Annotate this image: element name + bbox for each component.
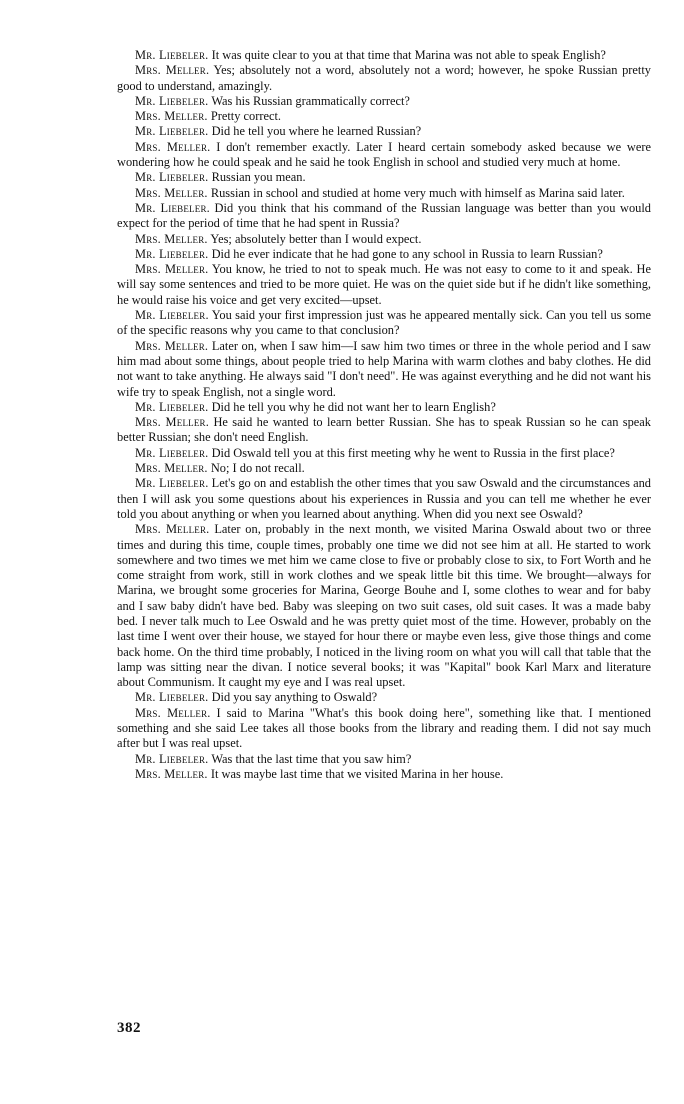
testimony-text: I said to Marina "What's this book doing here", something like that. I mentioned something and she said Lee takes all those books from the library and reading them. I did not say much after but I was real upset.: [117, 705, 651, 751]
testimony-paragraph: [117, 446, 651, 461]
testimony-text: Did he tell you why he did not want her to learn English?: [211, 399, 496, 414]
testimony-text: You know, he tried to not to speak much. He was not easy to come to it and speak. He will say some sentences and tried to be more quiet. He was on the quiet side but if he didn't like something, he would raise his voice and get very excited—upset.: [117, 262, 652, 307]
speaker-label: Mr. Liebeler.: [135, 476, 209, 491]
speaker-label: Mr. Liebeler.: [135, 93, 209, 108]
testimony-paragraph: [117, 63, 651, 94]
testimony-text: Did he ever indicate that he had gone to any school in Russia to learn Russian?: [211, 246, 603, 261]
speaker-label: Mrs. Meller.: [135, 415, 210, 430]
speaker-label: Mr. Liebeler.: [135, 751, 209, 766]
document-page: [117, 48, 651, 782]
testimony-text: Did you think that his command of the Russian language was better than you would expect for the period of time that he had spent in Russia?: [117, 200, 651, 231]
testimony-paragraph: [117, 308, 651, 339]
testimony-text: Was that the last time that you saw him?: [211, 751, 412, 766]
testimony-paragraph: [117, 170, 651, 185]
speaker-label: Mr. Liebeler.: [135, 246, 209, 261]
testimony-text: You said your first impression just was he appeared mentally sick. Can you tell us some of the specific reasons why you came to that conclusion?: [117, 308, 651, 338]
testimony-paragraph: [117, 48, 651, 63]
speaker-label: Mrs. Meller.: [135, 63, 210, 78]
testimony-paragraph: [117, 186, 651, 201]
speaker-label: Mr. Liebeler.: [135, 200, 210, 215]
speaker-label: Mr. Liebeler.: [135, 48, 209, 62]
testimony-paragraph: [117, 461, 651, 476]
speaker-label: Mrs. Meller.: [135, 338, 209, 353]
testimony-text: He said he wanted to learn better Russian. She has to speak Russian so he can speak better Russian; she don't need English.: [117, 415, 652, 445]
speaker-label: Mrs. Meller.: [135, 109, 208, 124]
testimony-text: Yes; absolutely not a word, absolutely not a word; however, he spoke Russian pretty good to understand, amazingly.: [117, 63, 652, 93]
testimony-paragraph: [117, 415, 651, 446]
testimony-text: Did you say anything to Oswald?: [211, 690, 378, 705]
speaker-label: Mrs. Meller.: [135, 766, 208, 781]
testimony-paragraph: [117, 262, 651, 308]
testimony-text: I don't remember exactly. Later I heard certain somebody asked because we were wondering how he could speak and he said he took English in school and studied very much at home.: [117, 139, 651, 170]
testimony-paragraph: [117, 140, 651, 171]
testimony-paragraph: [117, 109, 651, 124]
speaker-label: Mrs. Meller.: [135, 139, 211, 154]
testimony-text: Did he tell you where he learned Russian?: [211, 124, 422, 139]
testimony-text: It was quite clear to you at that time that Marina was not able to speak English?: [211, 48, 606, 62]
speaker-label: Mrs. Meller.: [135, 262, 209, 277]
testimony-paragraph: [117, 522, 651, 690]
testimony-paragraph: [117, 201, 651, 232]
testimony-paragraph: [117, 124, 651, 139]
speaker-label: Mr. Liebeler.: [135, 445, 209, 460]
testimony-paragraph: [117, 752, 651, 767]
speaker-label: Mr. Liebeler.: [135, 399, 209, 414]
testimony-transcript: [117, 48, 651, 782]
testimony-paragraph: [117, 706, 651, 752]
speaker-label: Mrs. Meller.: [135, 185, 208, 200]
testimony-text: Later on, probably in the next month, we visited Marina Oswald about two or three times and during this time, couple times, probably one time we did not see him at all. He started to work somewhere and two times we met him we came close to five or probably close to six, to Fort Worth and he come straight from work, still in work clothes and we speak little bit this time. We brought—always for Marina, we brought some groceries for Marina, George Bouhe and I, some clothes to wear and for baby and I saw baby didn't have bed. Baby was sleeping on two suit cases, old suit cases. It was a made baby bed. I never talk much to Lee Oswald and he was pretty quiet most of the time. However, probably on the last time I went over their house, we stayed for hour there or maybe even less, give those things and come back home. On the third time probably, I noticed in the living room on what you will call that table that the lamp was sitting near the divan. I notice several books; it was "Kapital" book Karl Marx and literature about Communism. It caught my eye and I was real upset.: [117, 522, 651, 690]
speaker-label: Mrs. Meller.: [135, 522, 210, 537]
speaker-label: Mrs. Meller.: [135, 231, 208, 246]
testimony-text: Russian you mean.: [211, 170, 306, 185]
testimony-text: Yes; absolutely better than I would expect.: [210, 231, 422, 246]
testimony-paragraph: [117, 690, 651, 705]
speaker-label: Mr. Liebeler.: [135, 308, 209, 323]
testimony-paragraph: [117, 232, 651, 247]
testimony-text: Did Oswald tell you at this first meeting why he went to Russia in the first place?: [211, 445, 615, 460]
testimony-paragraph: [117, 94, 651, 109]
testimony-text: Let's go on and establish the other times that you saw Oswald and the circumstances and then I will ask you some questions about his experiences in Russia and you can tell me whether he ever told you about anything or when you learned about anything. When did you next see Oswald?: [117, 476, 651, 521]
testimony-text: Pretty correct.: [210, 109, 282, 124]
testimony-paragraph: [117, 767, 651, 782]
testimony-paragraph: [117, 400, 651, 415]
testimony-paragraph: [117, 476, 651, 522]
testimony-text: It was maybe last time that we visited Marina in her house.: [210, 766, 504, 781]
speaker-label: Mrs. Meller.: [135, 705, 211, 720]
testimony-paragraph: [117, 339, 651, 400]
testimony-text: No; I do not recall.: [210, 461, 305, 476]
page-number: 382: [117, 1020, 141, 1036]
speaker-label: Mr. Liebeler.: [135, 124, 209, 139]
testimony-text: Later on, when I saw him—I saw him two times or three in the whole period and I saw him mad about some things, about people tried to help Marina with warm clothes and baby clothes. He did not want to take anything. He always said "I don't need". He was against everything and he did not want his wife try to speak English, not a single word.: [117, 338, 652, 399]
testimony-text: Russian in school and studied at home very much with himself as Marina said later.: [210, 185, 625, 200]
speaker-label: Mr. Liebeler.: [135, 170, 209, 185]
testimony-text: Was his Russian grammatically correct?: [211, 93, 410, 108]
testimony-paragraph: [117, 247, 651, 262]
speaker-label: Mr. Liebeler.: [135, 690, 209, 705]
speaker-label: Mrs. Meller.: [135, 461, 208, 476]
